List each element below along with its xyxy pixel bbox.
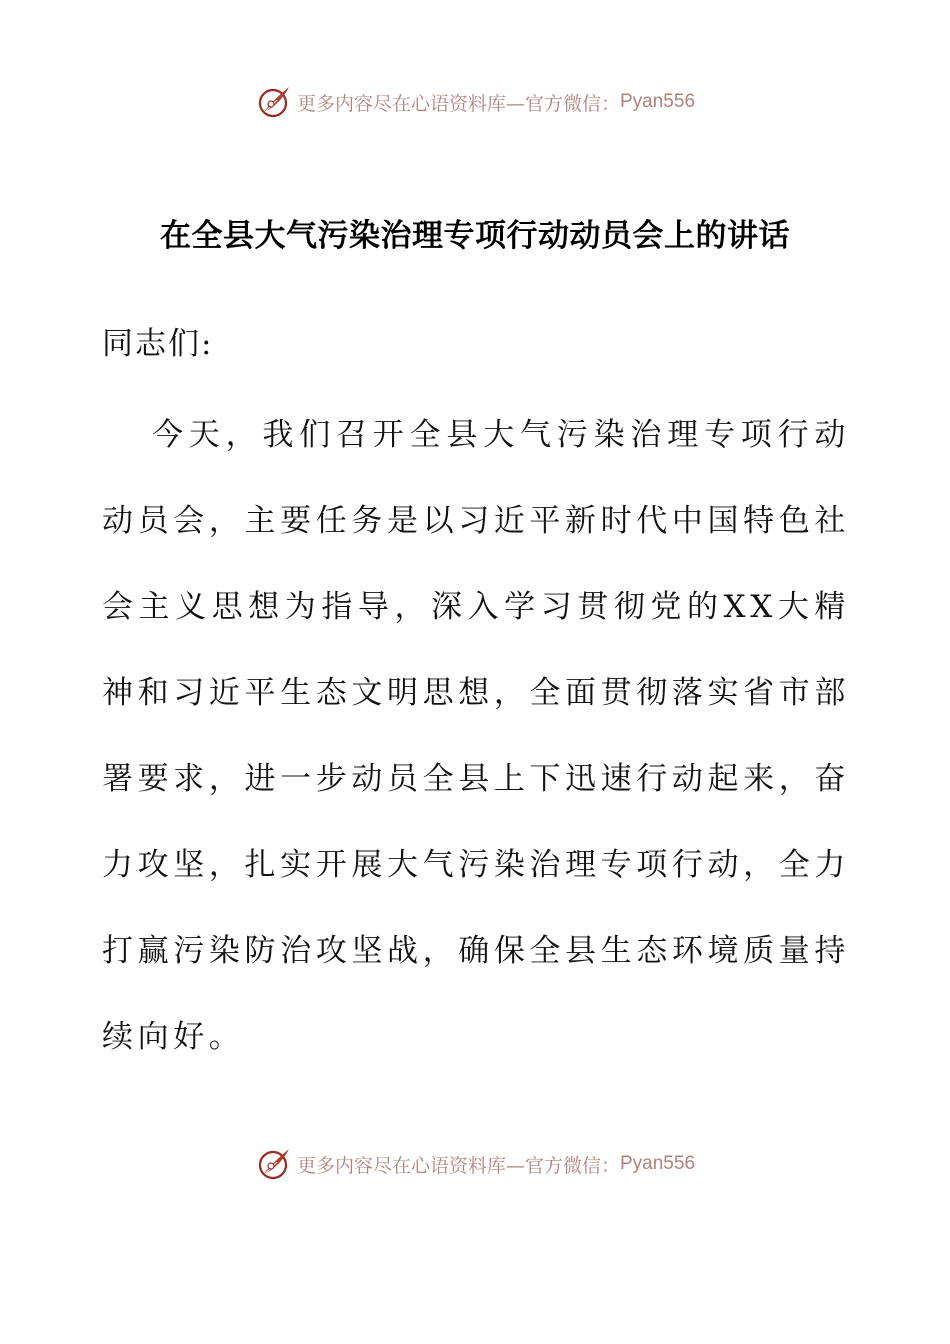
quill-pen-logo-icon (255, 83, 293, 121)
footer-watermark (0, 1144, 950, 1184)
body-paragraph: 今天，我们召开全县大气污染治理专项行动动员会，主要任务是以习近平新时代中国特色社会主义思想为指导，深入学习贯彻党的XX大精神和习近平生态文明思想，全面贯彻落实省市部署要求，进一步动员全县上下迅速行动起来，奋力攻坚，扎实开展大气污染治理专项行动，全力打赢污染防治攻坚战，确保全县生态环境质量持续向好。 (102, 417, 850, 1055)
document-title: 在全县大气污染治理专项行动动员会上的讲话 (160, 218, 790, 254)
quill-pen-logo-icon (255, 1145, 293, 1183)
header-watermark (0, 82, 950, 122)
watermark-slogan: 更多内容尽在心语资料库—官方微信： (296, 1154, 620, 1177)
watermark-slogan: 更多内容尽在心语资料库—官方微信： (296, 92, 620, 115)
watermark-wechat-id: Pyan556 (620, 1153, 696, 1174)
salutation: 同志们: (102, 326, 214, 362)
watermark-wechat-id: Pyan556 (620, 91, 696, 112)
